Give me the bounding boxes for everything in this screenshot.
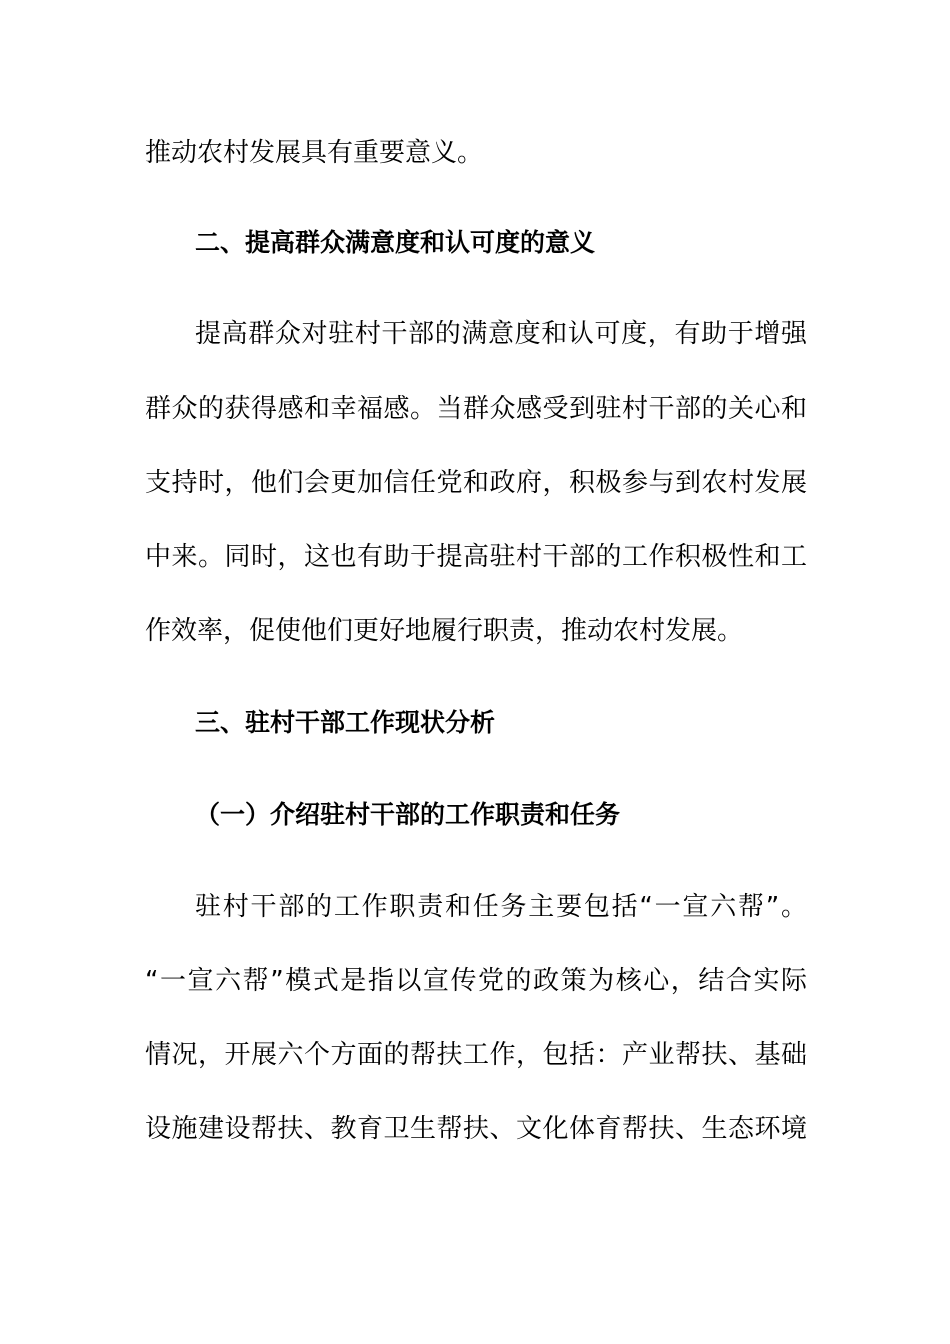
paragraph-line: 中来。同时，这也有助于提高驻村干部的工作积极性和工 [145,542,807,572]
paragraph-line: 作效率，促使他们更好地履行职责，推动农村发展。 [145,616,744,646]
paragraph-line: “一宣六帮”模式是指以宣传党的政策为核心，结合实际 [145,966,807,996]
subsection-heading-3-1: （一）介绍驻村干部的工作职责和任务 [195,800,621,829]
paragraph-line: 推动农村发展具有重要意义。 [145,138,484,168]
paragraph-line: 提高群众对驻村干部的满意度和认可度，有助于增强 [195,319,807,349]
paragraph-line: 设施建设帮扶、教育卫生帮扶、文化体育帮扶、生态环境 [145,1114,807,1144]
paragraph-line: 情况，开展六个方面的帮扶工作，包括：产业帮扶、基础 [145,1040,807,1070]
section-heading-3: 三、驻村干部工作现状分析 [195,708,496,737]
paragraph-line: 驻村干部的工作职责和任务主要包括“一宣六帮”。 [195,892,807,922]
paragraph-line: 支持时，他们会更加信任党和政府，积极参与到农村发展 [145,468,807,498]
paragraph-line: 群众的获得感和幸福感。当群众感受到驻村干部的关心和 [145,394,807,424]
section-heading-2: 二、提高群众满意度和认可度的意义 [195,228,596,257]
